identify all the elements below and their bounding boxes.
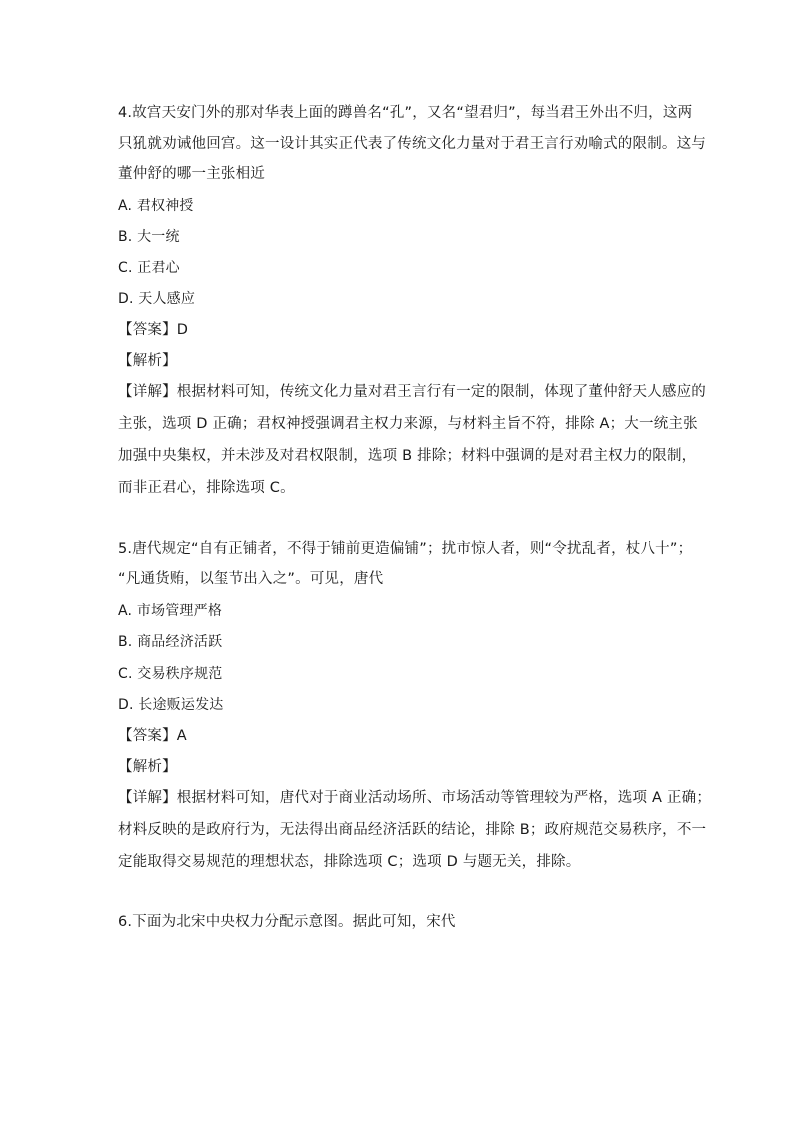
q5-stem-line-2: “凡通货贿，以玺节出入之”。可见，唐代 xyxy=(118,571,384,587)
q5-option-a: A. 市场管理严格 xyxy=(118,603,223,619)
q4-option-b: B. 大一统 xyxy=(118,229,180,245)
q5-detail-line-2: 材料反映的是政府行为，无法得出商品经济活跃的结论，排除 B；政府规范交易秩序，不一 xyxy=(118,822,707,838)
q4-answer: 【答案】D xyxy=(118,322,189,338)
q4-detail-line-4: 而非正君心，排除选项 C。 xyxy=(118,480,295,496)
q4-detail-line-2: 主张，选项 D 正确；君权神授强调君主权力来源，与材料主旨不符，排除 A；大一统主张 xyxy=(118,416,698,432)
q5-option-c: C. 交易秩序规范 xyxy=(118,666,223,682)
q4-option-a: A. 君权神授 xyxy=(118,198,194,214)
q4-option-d: D. 天人感应 xyxy=(118,291,196,307)
q5-analysis-label: 【解析】 xyxy=(118,759,177,775)
q5-stem-line-1: 5.唐代规定“自有正铺者，不得于铺前更造偏铺”；扰市惊人者，则“令扰乱者，杖八十”； xyxy=(118,541,693,557)
q4-analysis-label: 【解析】 xyxy=(118,353,177,369)
q4-detail-line-3: 加强中央集权，并未涉及对君权限制，选项 B 排除；材料中强调的是对君主权力的限制， xyxy=(118,448,697,464)
q4-stem-line-2: 只犼就劝诫他回宫。这一设计其实正代表了传统文化力量对于君王言行劝喻式的限制。这与 xyxy=(118,136,706,152)
q5-detail-line-1: 【详解】根据材料可知，唐代对于商业活动场所、市场活动等管理较为严格，选项 A 正确； xyxy=(118,790,712,806)
q6-stem-line-1: 6.下面为北宋中央权力分配示意图。据此可知，宋代 xyxy=(118,914,456,930)
q5-detail-line-3: 定能取得交易规范的理想状态，排除选项 C；选项 D 与题无关，排除。 xyxy=(118,854,581,870)
q5-option-d: D. 长途贩运发达 xyxy=(118,697,224,713)
q4-stem-line-3: 董仲舒的哪一主张相近 xyxy=(118,166,265,182)
q4-option-c: C. 正君心 xyxy=(118,260,180,276)
q5-answer: 【答案】A xyxy=(118,728,187,744)
q5-option-b: B. 商品经济活跃 xyxy=(118,634,223,650)
q4-detail-line-1: 【详解】根据材料可知，传统文化力量对君王言行有一定的限制，体现了董仲舒天人感应的 xyxy=(118,384,706,400)
q4-stem-line-1: 4.故宫天安门外的那对华表上面的蹲兽名“孔”，又名“望君归”，每当君王外出不归，这两 xyxy=(118,105,693,121)
